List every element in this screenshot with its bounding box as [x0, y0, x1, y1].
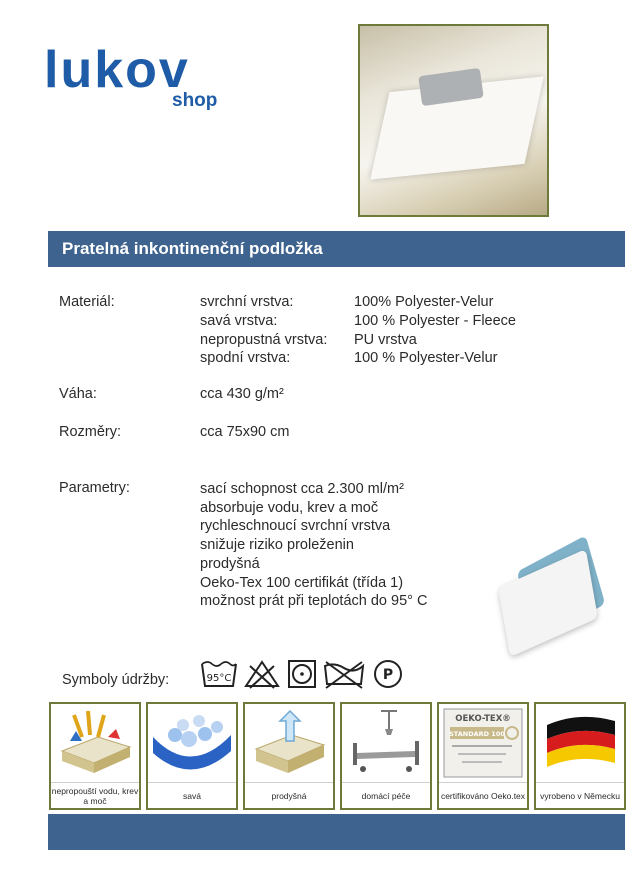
parameter-item: snižuje riziko proleženin [200, 537, 354, 554]
parameters-label: Parametry: [59, 480, 130, 496]
home-care-bed-icon [345, 707, 427, 779]
parameter-item: sací schopnost cca 2.300 ml/m² [200, 481, 404, 497]
dimensions-label: Rozměry: [59, 424, 122, 440]
lukov-shop-logo [44, 41, 254, 112]
pad-front-layer [498, 549, 598, 657]
material-layer: savá vrstva: [200, 313, 278, 329]
badge-caption: certifikováno Oeko.tex [439, 782, 527, 808]
dry-clean-p-icon [372, 658, 404, 690]
product-title: Pratelná inkontinenční podložka [48, 231, 625, 267]
badge-home-care [340, 702, 432, 810]
parameter-item: absorbuje vodu, krev a moč [200, 499, 379, 516]
wash-95-icon [200, 658, 238, 690]
material-layer: svrchní vrstva: [200, 294, 294, 310]
material-row [0, 294, 643, 313]
footer-bar [48, 814, 625, 850]
badge-oeko-tex [437, 702, 529, 810]
care-symbols [198, 658, 408, 692]
logo-sub: shop [172, 90, 218, 111]
badge-caption: nepropouští vodu, krev a moč [51, 782, 139, 808]
absorbent-fleece-icon [151, 707, 233, 779]
wash-temperature: 95°C [206, 673, 232, 684]
parameters-list [200, 480, 427, 611]
care-symbols-label: Symboly údržby: [62, 672, 170, 688]
badge-absorbent [146, 702, 238, 810]
product-photo-bed [358, 24, 549, 217]
badge-caption: vyrobeno v Německu [536, 782, 624, 808]
oeko-tex-title: OEKO-TEX® [455, 714, 511, 724]
oeko-tex-icon [442, 707, 524, 779]
dimensions-value: cca 75x90 cm [200, 424, 290, 440]
waterproof-layers-icon [54, 707, 136, 779]
material-value: 100 % Polyester - Fleece [354, 313, 516, 329]
material-value: PU vrstva [354, 332, 417, 348]
material-row [0, 313, 643, 332]
oeko-tex-standard: STANDARD 100 [449, 730, 505, 738]
badge-caption: prodyšná [245, 782, 333, 808]
material-row [0, 332, 643, 351]
dry-clean-letter: P [382, 667, 394, 683]
weight-value: cca 430 g/m² [200, 386, 284, 402]
badge-caption: savá [148, 782, 236, 808]
material-row [0, 350, 643, 369]
material-layer: spodní vrstva: [200, 350, 291, 366]
badge-breathable [243, 702, 335, 810]
logo-wordmark: lukov [44, 41, 190, 99]
badge-waterproof [49, 702, 141, 810]
weight-label: Váha: [59, 386, 97, 402]
material-label: Materiál: [59, 294, 115, 310]
parameter-item: rychleschnoucí svrchní vrstva [200, 518, 391, 535]
badge-caption: domácí péče [342, 782, 430, 808]
tumble-dry-icon [286, 658, 318, 690]
parameter-item: prodyšná [200, 555, 260, 572]
no-bleach-icon [244, 658, 280, 690]
pad-product-photo [482, 547, 612, 657]
german-flag-icon [539, 707, 621, 779]
no-wring-icon [322, 658, 366, 690]
parameter-item: Oeko-Tex 100 certifikát (třída 1) [200, 574, 404, 591]
parameter-item: možnost prát při teplotách do 95° C [200, 593, 428, 610]
breathable-icon [248, 707, 330, 779]
material-layer: nepropustná vrstva: [200, 332, 328, 348]
badge-made-in-germany [534, 702, 626, 810]
material-value: 100% Polyester-Velur [354, 294, 494, 310]
material-value: 100 % Polyester-Velur [354, 350, 498, 366]
